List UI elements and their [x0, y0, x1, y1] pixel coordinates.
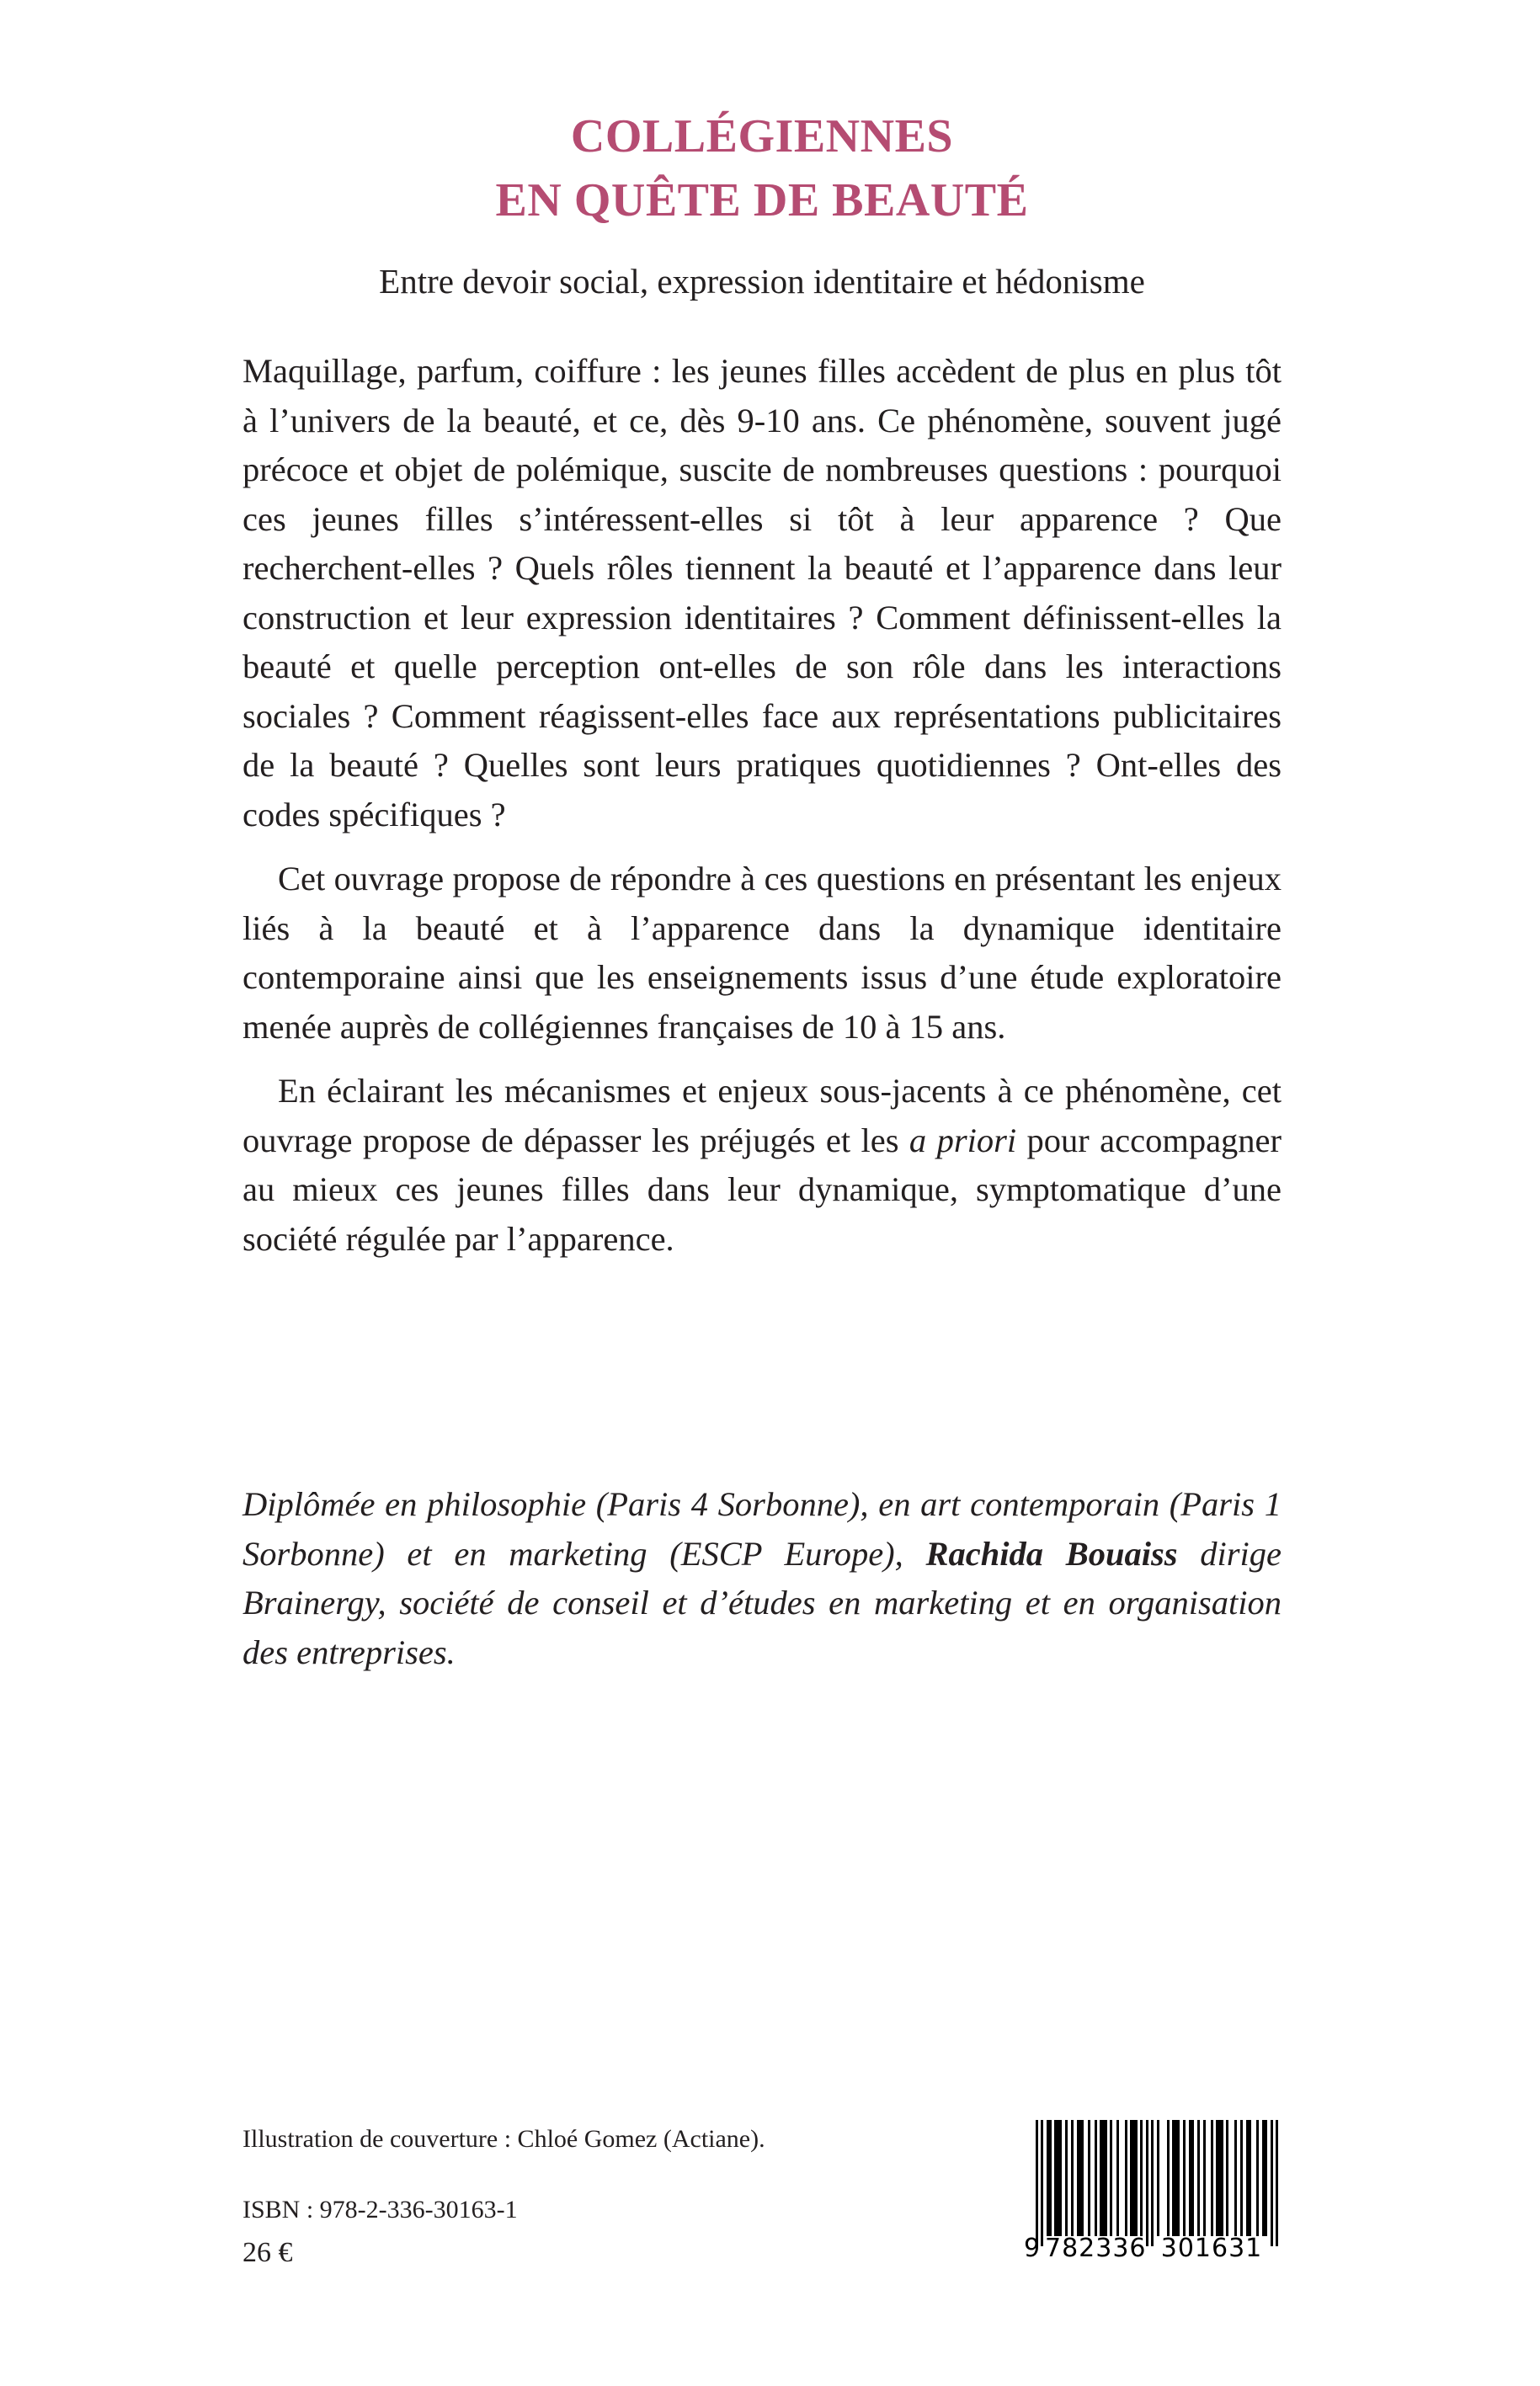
barcode-right-digits: 301631 — [1160, 2234, 1263, 2263]
title-line-1: COLLÉGIENNES — [570, 110, 954, 162]
blurb-paragraph-2: Cet ouvrage propose de répondre à ces questions en présentant les enjeux liés à la beauté et à l’apparence dans la dynamique identitaire contemporaine ainsi que les enseignements issus d’une étude exploratoire menée auprès de collégiennes françaises de 10 à 15 ans. — [242, 860, 1282, 1046]
price: 26 € — [242, 2237, 293, 2268]
blurb — [242, 347, 1282, 1279]
blurb-paragraph-3 — [242, 1067, 1282, 1264]
barcode-first-digit: 9 — [1024, 2234, 1041, 2263]
author-bio-start: Diplômée en philosophie (Paris 4 Sorbonne), en art contemporain (Paris 1 Sorbonne) et en marketing (ESCP Europe), — [242, 1485, 1282, 1573]
isbn: ISBN : 978-2-336-30163-1 — [242, 2196, 518, 2224]
author-bio — [242, 1480, 1282, 1677]
book-subtitle: Entre devoir social, expression identitaire et hédonisme — [379, 262, 1145, 301]
blurb-paragraph-3-start: En éclairant les mécanismes et enjeux sous-jacents à ce phénomène, cet ouvrage propose de dépasser les préjugés et les — [242, 1072, 1282, 1159]
author-bio-end: dirige Brainergy, société de conseil et d’études en marketing et en organisation des entreprises. — [242, 1534, 1282, 1671]
author-name: Rachida Bouaiss — [925, 1534, 1178, 1573]
illustration-credit: Illustration de couverture : Chloé Gomez (Actiane). — [242, 2125, 765, 2153]
italic-a-priori: a priori — [909, 1121, 1017, 1159]
barcode-left-digits: 782336 — [1045, 2234, 1147, 2263]
title-line-2: EN QUÊTE DE BEAUTÉ — [495, 174, 1029, 226]
barcode — [1024, 2120, 1287, 2263]
book-title — [242, 104, 1282, 232]
blurb-paragraph-1: Maquillage, parfum, coiffure : les jeunes filles accèdent de plus en plus tôt à l’univers de la beauté, et ce, dès 9-10 ans. Ce phénomène, souvent jugé précoce et objet de polémique, suscite de nombreuses questions : pourquoi ces jeunes filles s’intéressent-elles si tôt à leur apparence ? Que recherchent-elles ? Quels rôles tiennent la beauté et l’apparence dans leur construction et leur expression identitaires ? Comment définissent-elles la beauté et quelle perception ont-elles de son rôle dans les interactions sociales ? Comment réagissent-elles face aux représentations publicitaires de la beauté ? Quelles sont leurs pratiques quotidiennes ? Ont-elles des codes spécifiques ? — [242, 352, 1282, 834]
blurb-paragraph-3-end: pour accompagner au mieux ces jeunes filles dans leur dynamique, symptomatique d’une société régulée par l’apparence. — [242, 1121, 1282, 1258]
